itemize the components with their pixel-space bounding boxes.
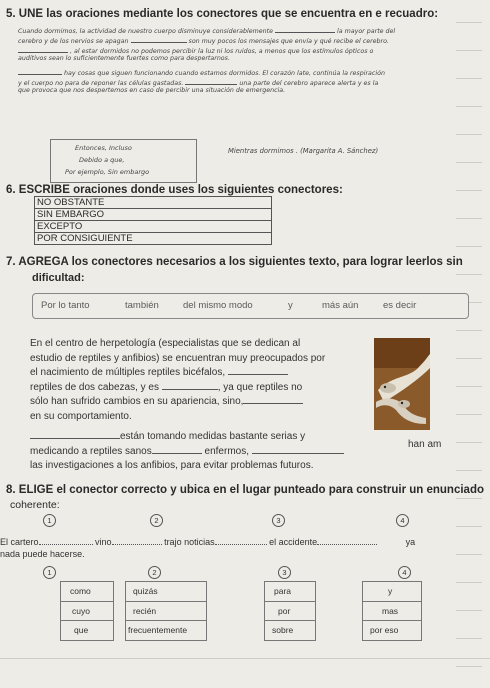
q6-row-label[interactable]: SIN EMBARGO — [35, 209, 272, 221]
table-row — [35, 209, 272, 221]
q7-connector: Por lo tanto — [41, 300, 90, 311]
q7-connector: y — [288, 300, 293, 311]
word-option[interactable]: por eso — [370, 625, 399, 635]
q7-blank-3[interactable] — [243, 395, 303, 404]
q5-blank-3[interactable] — [18, 44, 68, 53]
q6-row-label[interactable]: POR CONSIGUIENTE — [35, 233, 272, 245]
q5-blank-1[interactable] — [275, 24, 335, 33]
word-option[interactable]: frecuentemente — [128, 625, 188, 635]
number-circle: 3 — [278, 566, 291, 579]
q5-line-2: cerebro y de los nervios se apagan son muy pocos los mensajes que envía y qué recibe el cerebro. — [18, 34, 458, 47]
q7-connector: más aún — [322, 300, 359, 311]
two-headed-snake-image — [374, 338, 430, 430]
q7-heading-cont: dificultad: — [32, 272, 85, 284]
q7-heading: 7. AGREGA los conectores necesarios a los siguientes texto, para lograr leerlos sin — [6, 256, 463, 268]
word-option[interactable]: cuyo — [72, 606, 90, 616]
table-row — [35, 197, 272, 209]
q5-blank-5[interactable] — [185, 76, 237, 85]
q5-line-1: Cuando dormimos, la actividad de nuestro cuerpo disminuye considerablemente la mayor parte del — [18, 24, 458, 37]
connector-box-line-1: Entonces, Incluso — [75, 144, 132, 152]
q5-line-4: auditivos sean lo suficientemente fuertes como para despertarnos. — [18, 55, 230, 62]
q5-line-6: y el cuerpo no para de reponer las células gastadas. una parte del cerebro aparece alerta y es la — [18, 76, 458, 89]
word-option[interactable]: quizás — [133, 586, 158, 596]
q7-connector: es decir — [383, 300, 417, 311]
q7-connector-box — [32, 293, 469, 319]
word-option[interactable]: recién — [133, 606, 157, 616]
notebook-rule-lines — [456, 0, 484, 688]
number-circle: 2 — [150, 514, 163, 527]
q7-connector: también — [125, 300, 159, 311]
number-circle: 2 — [148, 566, 161, 579]
q8-blank-3[interactable] — [215, 536, 267, 545]
q5-line-5: hay cosas que siguen funcionando cuando estamos dormidos. El corazón late, continúa la respiración — [18, 66, 458, 79]
number-circle: 4 — [396, 514, 409, 527]
q7-blank-5[interactable] — [152, 445, 202, 454]
q5-source-note: Mientras dormimos . (Margarita A. Sánchez) — [228, 147, 379, 155]
number-circle: 1 — [43, 514, 56, 527]
q5-line-7: que provoca que nos despertemos en caso de percibir una situación de emergencia. — [18, 87, 286, 94]
number-circle: 3 — [272, 514, 285, 527]
table-row — [35, 221, 272, 233]
q7-cut-text: han am — [408, 439, 442, 450]
connector-box — [50, 139, 197, 183]
q8-blank-2[interactable] — [112, 536, 162, 545]
word-option[interactable]: mas — [382, 606, 399, 616]
q5-blank-4[interactable] — [18, 66, 62, 75]
table-row — [35, 233, 272, 245]
word-option[interactable]: y — [388, 586, 393, 596]
q8-sentence-line-1: El cartero vino trajo noticias el accidente ya — [0, 537, 416, 547]
q7-blank-2[interactable] — [162, 381, 218, 390]
connector-box-line-2: Debido a que, — [79, 156, 125, 164]
connector-box-line-3: Por ejemplo, Sin embargo — [65, 168, 150, 176]
q6-table — [34, 196, 272, 245]
word-option[interactable]: por — [278, 606, 291, 616]
word-option[interactable]: como — [70, 586, 91, 596]
q7-blank-1[interactable] — [228, 366, 288, 375]
word-option[interactable]: sobre — [272, 625, 294, 635]
q6-row-label[interactable]: NO OBSTANTE — [35, 197, 272, 209]
q5-line-3: , al estar dormidos no podemos percibir la luz ni los ruidos, a menos que los estímulos ópticos o — [18, 44, 458, 57]
q8-heading-cont: coherente: — [10, 499, 60, 511]
number-circle: 4 — [398, 566, 411, 579]
q8-heading: 8. ELIGE el conector correcto y ubica en el lugar punteado para construir un enunciado — [6, 484, 484, 496]
q7-connector: del mismo modo — [183, 300, 253, 311]
number-circle: 1 — [43, 566, 56, 579]
q8-blank-4[interactable] — [317, 536, 377, 545]
q7-paragraph: En el centro de herpetología (especialistas que se dedican al estudio de reptiles y anfibios) se encuentran muy preocupados por el nacimiento de múltiples reptiles bicéfalos, reptiles de dos cabezas, y es , ya que reptiles no sólo han sufrido cambios en su apariencia, sino, en su comportamiento. están tomando medidas bastante serias y medicando a reptiles sanos enfermos, las investigaciones a los anfibios, para evitar problemas futuros. — [30, 337, 375, 474]
q6-heading: 6. ESCRIBE oraciones donde uses los siguientes conectores: — [6, 184, 343, 196]
q7-blank-6[interactable] — [252, 445, 344, 454]
q5-blank-2[interactable] — [131, 34, 187, 43]
q5-heading: 5. UNE las oraciones mediante los conectores que se encuentra en e recuadro: — [6, 8, 439, 20]
q6-row-label[interactable]: EXCEPTO — [35, 221, 272, 233]
word-option[interactable]: que — [74, 625, 89, 635]
q8-sentence-line-2: nada puede hacerse. — [0, 549, 85, 559]
q7-blank-4[interactable] — [30, 430, 120, 439]
q8-blank-1[interactable] — [39, 536, 93, 545]
page-bottom-rule — [0, 658, 490, 659]
word-option[interactable]: para — [274, 586, 292, 596]
